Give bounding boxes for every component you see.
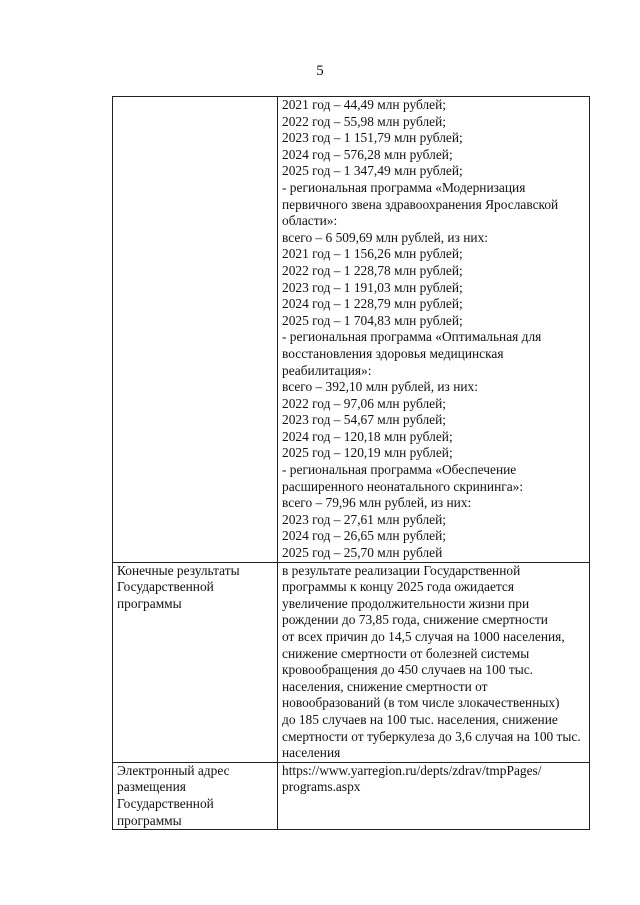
text-line: 2023 год – 27,61 млн рублей; <box>282 511 446 527</box>
text-line: увеличение продолжительности жизни при <box>282 595 530 611</box>
text-line: населения <box>282 745 341 761</box>
text-line: 2022 год – 1 228,78 млн рублей; <box>282 262 463 278</box>
text-line: всего – 79,96 млн рублей, из них: <box>282 495 472 511</box>
text-line: 2023 год – 54,67 млн рублей; <box>282 412 446 428</box>
text-line: 2024 год – 120,18 млн рублей; <box>282 428 453 444</box>
text-line: 2024 год – 576,28 млн рублей; <box>282 146 453 162</box>
text-line: 2024 год – 26,65 млн рублей; <box>282 528 446 544</box>
text-line: 2024 год – 1 228,79 млн рублей; <box>282 296 463 312</box>
text-line: снижение смертности от болезней системы <box>282 645 530 661</box>
label-line: Государственной <box>117 795 214 811</box>
text-line: 2021 год – 44,49 млн рублей; <box>282 97 446 112</box>
label-line: Конечные результаты <box>117 562 240 578</box>
text-line: 2023 год – 1 191,03 млн рублей; <box>282 279 463 295</box>
text-line: в результате реализации Государственной <box>282 562 521 578</box>
label-line: Электронный адрес <box>117 762 230 778</box>
label-line: размещения <box>117 779 186 795</box>
label-line: программы <box>117 812 182 828</box>
text-line: области»: <box>282 213 338 229</box>
program-url-cell[interactable] <box>278 762 590 829</box>
funding-details-cell <box>278 97 590 563</box>
text-line: населения, снижение смертности от <box>282 678 488 694</box>
text-line: 2025 год – 120,19 млн рублей; <box>282 445 453 461</box>
text-line: - региональная программа «Модернизация <box>282 179 526 195</box>
text-line: - региональная программа «Оптимальная для <box>282 329 542 345</box>
table-row-final-results <box>113 562 590 762</box>
label-line: Государственной <box>117 579 214 595</box>
text-line: смертности от туберкулеза до 3,6 случая на 100 тыс. <box>282 728 581 744</box>
text-line: первичного звена здравоохранения Ярославской <box>282 196 559 212</box>
text-line: 2021 год – 1 156,26 млн рублей; <box>282 246 463 262</box>
final-results-label-cell <box>113 562 278 762</box>
page-number: 5 <box>316 63 324 79</box>
label-line: программы <box>117 595 182 611</box>
text-line: кровообращения до 450 случаев на 100 тыс. <box>282 662 533 678</box>
text-line: 2022 год – 55,98 млн рублей; <box>282 113 446 129</box>
row-label-cell <box>113 97 278 563</box>
program-url-link[interactable]: https://www.yarregion.ru/depts/zdrav/tmpPages/ <box>282 762 542 778</box>
table-row-funding <box>113 97 590 563</box>
text-line: - региональная программа «Обеспечение <box>282 462 517 478</box>
text-line: расширенного неонатального скрининга»: <box>282 478 524 494</box>
text-line: программы к концу 2025 года ожидается <box>282 579 515 595</box>
electronic-address-label-cell <box>113 762 278 829</box>
text-line: всего – 6 509,69 млн рублей, из них: <box>282 229 488 245</box>
text-line: до 185 случаев на 100 тыс. населения, снижение <box>282 711 558 727</box>
final-results-text-cell <box>278 562 590 762</box>
text-line: 2025 год – 25,70 млн рублей <box>282 545 443 561</box>
text-line: 2025 год – 1 704,83 млн рублей; <box>282 312 463 328</box>
text-line: реабилитация»: <box>282 362 372 378</box>
text-line: восстановления здоровья медицинская <box>282 345 504 361</box>
text-line: 2023 год – 1 151,79 млн рублей; <box>282 130 463 146</box>
table-row-electronic-address <box>113 762 590 829</box>
text-line: 2025 год – 1 347,49 млн рублей; <box>282 163 463 179</box>
program-passport-table <box>112 96 590 830</box>
program-url-link[interactable]: programs.aspx <box>282 779 361 795</box>
text-line: новообразований (в том числе злокачественных) <box>282 695 560 711</box>
text-line: рождении до 73,85 года, снижение смертности <box>282 612 548 628</box>
text-line: от всех причин до 14,5 случая на 1000 населения, <box>282 629 565 644</box>
text-line: 2022 год – 97,06 млн рублей; <box>282 395 446 411</box>
text-line: всего – 392,10 млн рублей, из них: <box>282 379 478 395</box>
